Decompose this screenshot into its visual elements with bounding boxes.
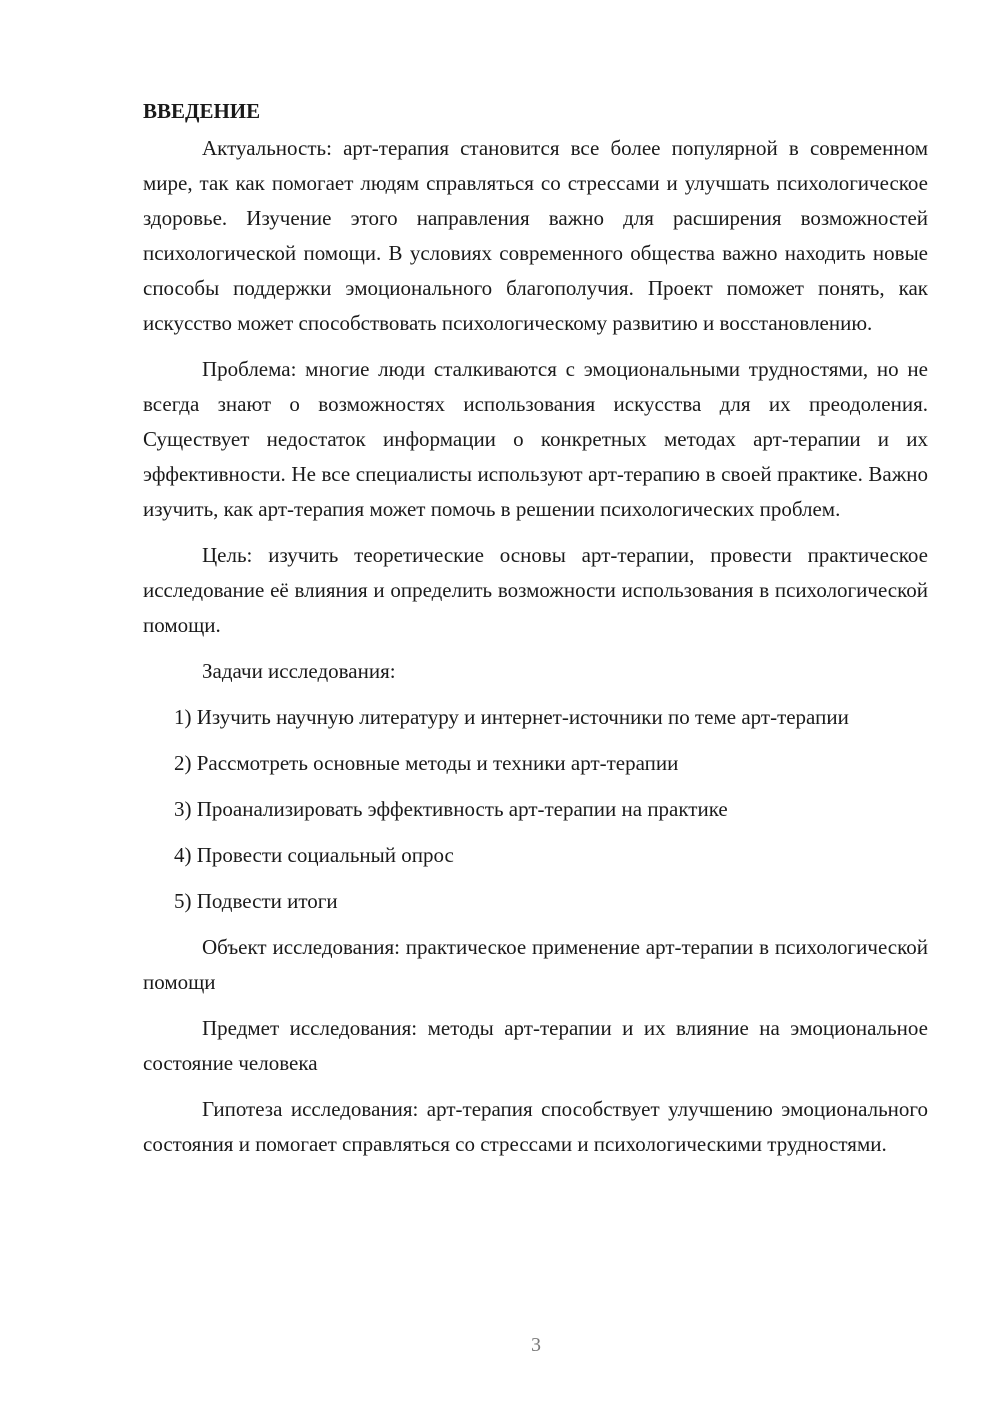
paragraph-problem: Проблема: многие люди сталкиваются с эмоциональными трудностями, но не всегда знают о возможностях использования искусства для их преодоления. Существует недостаток информации о конкретных методах арт-терапии и их эффективности. Не все специалисты используют арт-терапию в своей практике. Важно изучить, как арт-терапия может помочь в решении психологических проблем. [143,357,928,521]
task-item-2: 2) Рассмотреть основные методы и техники арт-терапии [174,751,679,775]
page-number: 3 [531,1334,541,1356]
paragraph-hypothesis: Гипотеза исследования: арт-терапия способствует улучшению эмоционального состояния и помогает справляться со стрессами и психологическими трудностями. [143,1097,928,1156]
task-item-4: 4) Провести социальный опрос [174,843,454,867]
page-content [143,92,928,1173]
task-item-5: 5) Подвести итоги [174,889,338,913]
paragraph-goal: Цель: изучить теоретические основы арт-терапии, провести практическое исследование её влияния и определить возможности использования в психологической помощи. [143,543,928,637]
paragraph-subject: Предмет исследования: методы арт-терапии и их влияние на эмоциональное состояние человека [143,1016,928,1075]
task-item-3: 3) Проанализировать эффективность арт-терапии на практике [174,797,728,821]
task-item-1: 1) Изучить научную литературу и интернет-источники по теме арт-терапии [174,705,849,729]
tasks-heading: Задачи исследования: [202,659,396,683]
paragraph-relevance: Актуальность: арт-терапия становится все более популярной в современном мире, так как помогает людям справляться со стрессами и улучшать психологическое здоровье. Изучение этого направления важно для расширения возможностей психологической помощи. В условиях современного общества важно находить новые способы поддержки эмоционального благополучия. Проект поможет понять, как искусство может способствовать психологическому развитию и восстановлению. [143,136,928,335]
section-title: ВВЕДЕНИЕ [143,99,261,123]
paragraph-object: Объект исследования: практическое применение арт-терапии в психологической помощи [143,935,928,994]
